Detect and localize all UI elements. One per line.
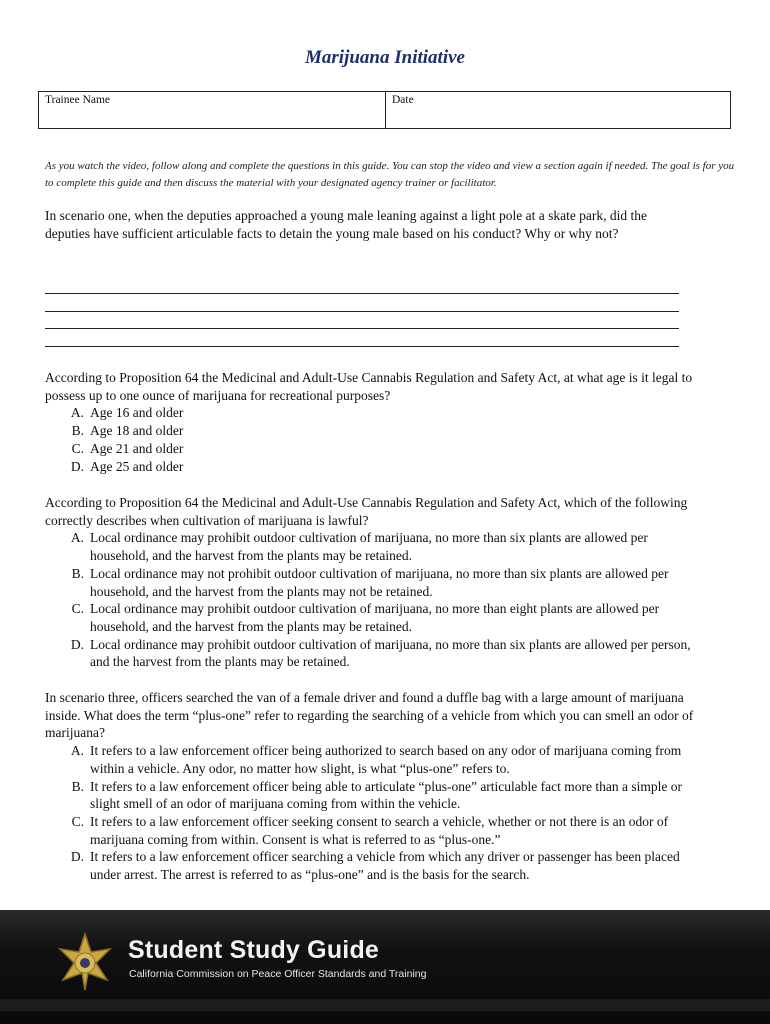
question-1-text: In scenario one, when the deputies approached a young male leaning against a light pole at a skate park, did the deputies have sufficient articulable facts to detain the young male based on his conduct? Why or why not? <box>45 208 648 241</box>
option-item[interactable]: D. Local ordinance may prohibit outdoor cultivation of marijuana, no more than six plants are allowed per person, and the harvest from the plants may be retained. <box>70 636 691 670</box>
answer-line[interactable] <box>45 329 679 347</box>
answer-line[interactable] <box>45 276 679 294</box>
option-item[interactable]: B. Local ordinance may not prohibit outdoor cultivation of marijuana, no more than six plants are allowed per household, and the harvest from the plants may not be retained. <box>71 565 669 599</box>
option-item[interactable]: A. Local ordinance may prohibit outdoor cultivation of marijuana, no more than six plants are allowed per household, and the harvest from the plants may be retained. <box>70 530 648 564</box>
answer-line[interactable] <box>45 294 679 312</box>
footer-title: Student Study Guide <box>128 936 380 964</box>
option-item[interactable]: A. Age 16 and older <box>70 405 184 421</box>
option-item[interactable]: D. Age 25 and older <box>70 458 184 474</box>
option-item[interactable]: C. Age 21 and older <box>71 440 184 456</box>
trainee-info-table <box>38 91 731 129</box>
question-3 <box>45 494 695 671</box>
trainee-name-label: Trainee Name <box>45 94 111 106</box>
question-stem: According to Proposition 64 the Medicinal and Adult-Use Cannabis Regulation and Safety Act, at what age is it legal to possess up to one ounce of marijuana for recreational purposes? <box>45 370 693 403</box>
option-item[interactable]: A. It refers to a law enforcement officer being authorized to search based on any odor of marijuana coming from within a vehicle. Any odor, no matter how slight, is what “plus-one” refers to. <box>70 743 682 776</box>
question-2 <box>45 369 695 475</box>
option-item[interactable]: B. It refers to a law enforcement officer being able to articulate “plus-one” articulable fact more than a simple or slight smell of an odor of marijuana coming from within the vehicle. <box>71 778 682 812</box>
answer-line[interactable] <box>45 312 679 330</box>
option-item[interactable]: D. It refers to a law enforcement officer searching a vehicle from which any driver or passenger has been placed under arrest. The arrest is referred to as “plus-one” and is the basis for the search. <box>70 849 680 883</box>
question-4 <box>45 689 695 884</box>
options-list <box>45 742 695 884</box>
page-title: Marijuana Initiative <box>305 47 465 68</box>
option-item[interactable]: C. Local ordinance may prohibit outdoor cultivation of marijuana, no more than eight plants are allowed per household, and the harvest from the plants may be retained. <box>71 601 660 634</box>
trainee-name-field[interactable] <box>39 92 386 128</box>
option-item[interactable]: C. It refers to a law enforcement officer seeking consent to search a vehicle, whether or not there is an odor of marijuana coming from within. Consent is what is referred to as “plus-one.” <box>71 813 669 847</box>
footer-subtitle: California Commission on Peace Officer Standards and Training <box>129 968 427 980</box>
intro-instructions: As you watch the video, follow along and complete the questions in this guide. You can stop the video and view a section again if needed. The goal is for you to complete this guide and then discuss the material with your designated agency trainer or facilitator. <box>45 160 735 189</box>
footer-banner <box>0 910 770 1024</box>
options-list <box>45 404 695 475</box>
question-stem: In scenario three, officers searched the van of a female driver and found a duffle bag with a large amount of marijuana inside. What does the term “plus-one” refer to regarding the searching of a vehicle from which you can smell an odor of marijuana? <box>45 690 694 741</box>
question-stem: According to Proposition 64 the Medicinal and Adult-Use Cannabis Regulation and Safety Act, which of the following correctly describes when cultivation of marijuana is lawful? <box>45 495 688 528</box>
date-field[interactable] <box>386 92 730 128</box>
star-badge-icon <box>55 932 115 992</box>
options-list <box>45 529 695 671</box>
option-item[interactable]: B. Age 18 and older <box>71 423 184 439</box>
answer-lines[interactable] <box>45 276 679 347</box>
date-label: Date <box>392 94 414 106</box>
footer-divider <box>0 999 770 1011</box>
